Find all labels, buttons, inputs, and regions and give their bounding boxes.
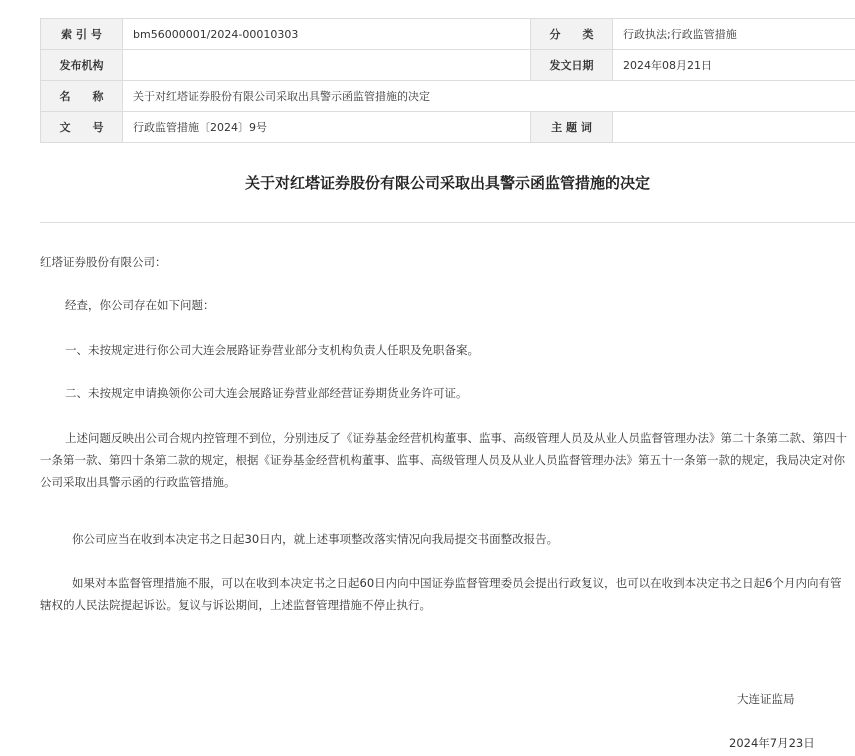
issue-date-label: 发文日期 bbox=[531, 50, 613, 81]
signer: 大连证监局 bbox=[737, 692, 795, 706]
keywords-label: 主 题 词 bbox=[531, 112, 613, 143]
category-value: 行政执法;行政监管措施 bbox=[613, 19, 855, 50]
document-title: 关于对红塔证券股份有限公司采取出具警示函监管措施的决定 bbox=[244, 174, 650, 192]
paragraph-2: 一、未按规定进行你公司大连会展路证券营业部分支机构负责人任职及免职备案。 bbox=[65, 343, 479, 357]
docno-label: 文 号 bbox=[41, 112, 123, 143]
paragraph-1: 经查，你公司存在如下问题： bbox=[65, 298, 215, 312]
signing-date: 2024年7月23日 bbox=[729, 736, 815, 750]
metadata-row bbox=[41, 19, 855, 50]
metadata-row bbox=[41, 81, 855, 112]
docno-value: 行政监管措施〔2024〕9号 bbox=[123, 112, 531, 143]
keywords-value bbox=[613, 112, 855, 143]
paragraph-4: 上述问题反映出公司合规内控管理不到位，分别违反了《证券基金经营机构董事、监事、高级管理人员及从业人员监督管理办法》第二十条第二款、第四十一条第一款、第四十条第二款的规定，根据《证券基金经营机构董事、监事、高级管理人员及从业人员监督管理办法》第五十一条第一款的规定，我局决定对你公司采取出具警示函的行政监管措施。 bbox=[40, 431, 847, 489]
addressee: 红塔证券股份有限公司： bbox=[40, 255, 167, 269]
name-value: 关于对红塔证券股份有限公司采取出具警示函监管措施的决定 bbox=[123, 81, 855, 112]
category-label: 分 类 bbox=[531, 19, 613, 50]
paragraph-5: 你公司应当在收到本决定书之日起30日内，就上述事项整改落实情况向我局提交书面整改报告。 bbox=[72, 532, 559, 546]
metadata-row bbox=[41, 112, 855, 143]
index-label: 索 引 号 bbox=[41, 19, 123, 50]
name-label: 名 称 bbox=[41, 81, 123, 112]
metadata-row bbox=[41, 50, 855, 81]
issuer-label: 发布机构 bbox=[41, 50, 123, 81]
index-value: bm56000001/2024-00010303 bbox=[123, 19, 531, 50]
title-divider bbox=[40, 222, 855, 223]
issuer-value bbox=[123, 50, 531, 81]
paragraph-3: 二、未按规定申请换领你公司大连会展路证券营业部经营证券期货业务许可证。 bbox=[65, 386, 468, 400]
issue-date-value: 2024年08月21日 bbox=[613, 50, 855, 81]
metadata-table bbox=[40, 18, 855, 143]
paragraph-6: 如果对本监督管理措施不服，可以在收到本决定书之日起60日内向中国证券监督管理委员会提出行政复议，也可以在收到本决定书之日起6个月内向有管辖权的人民法院提起诉讼。复议与诉讼期间，上述监督管理措施不停止执行。 bbox=[40, 576, 842, 612]
